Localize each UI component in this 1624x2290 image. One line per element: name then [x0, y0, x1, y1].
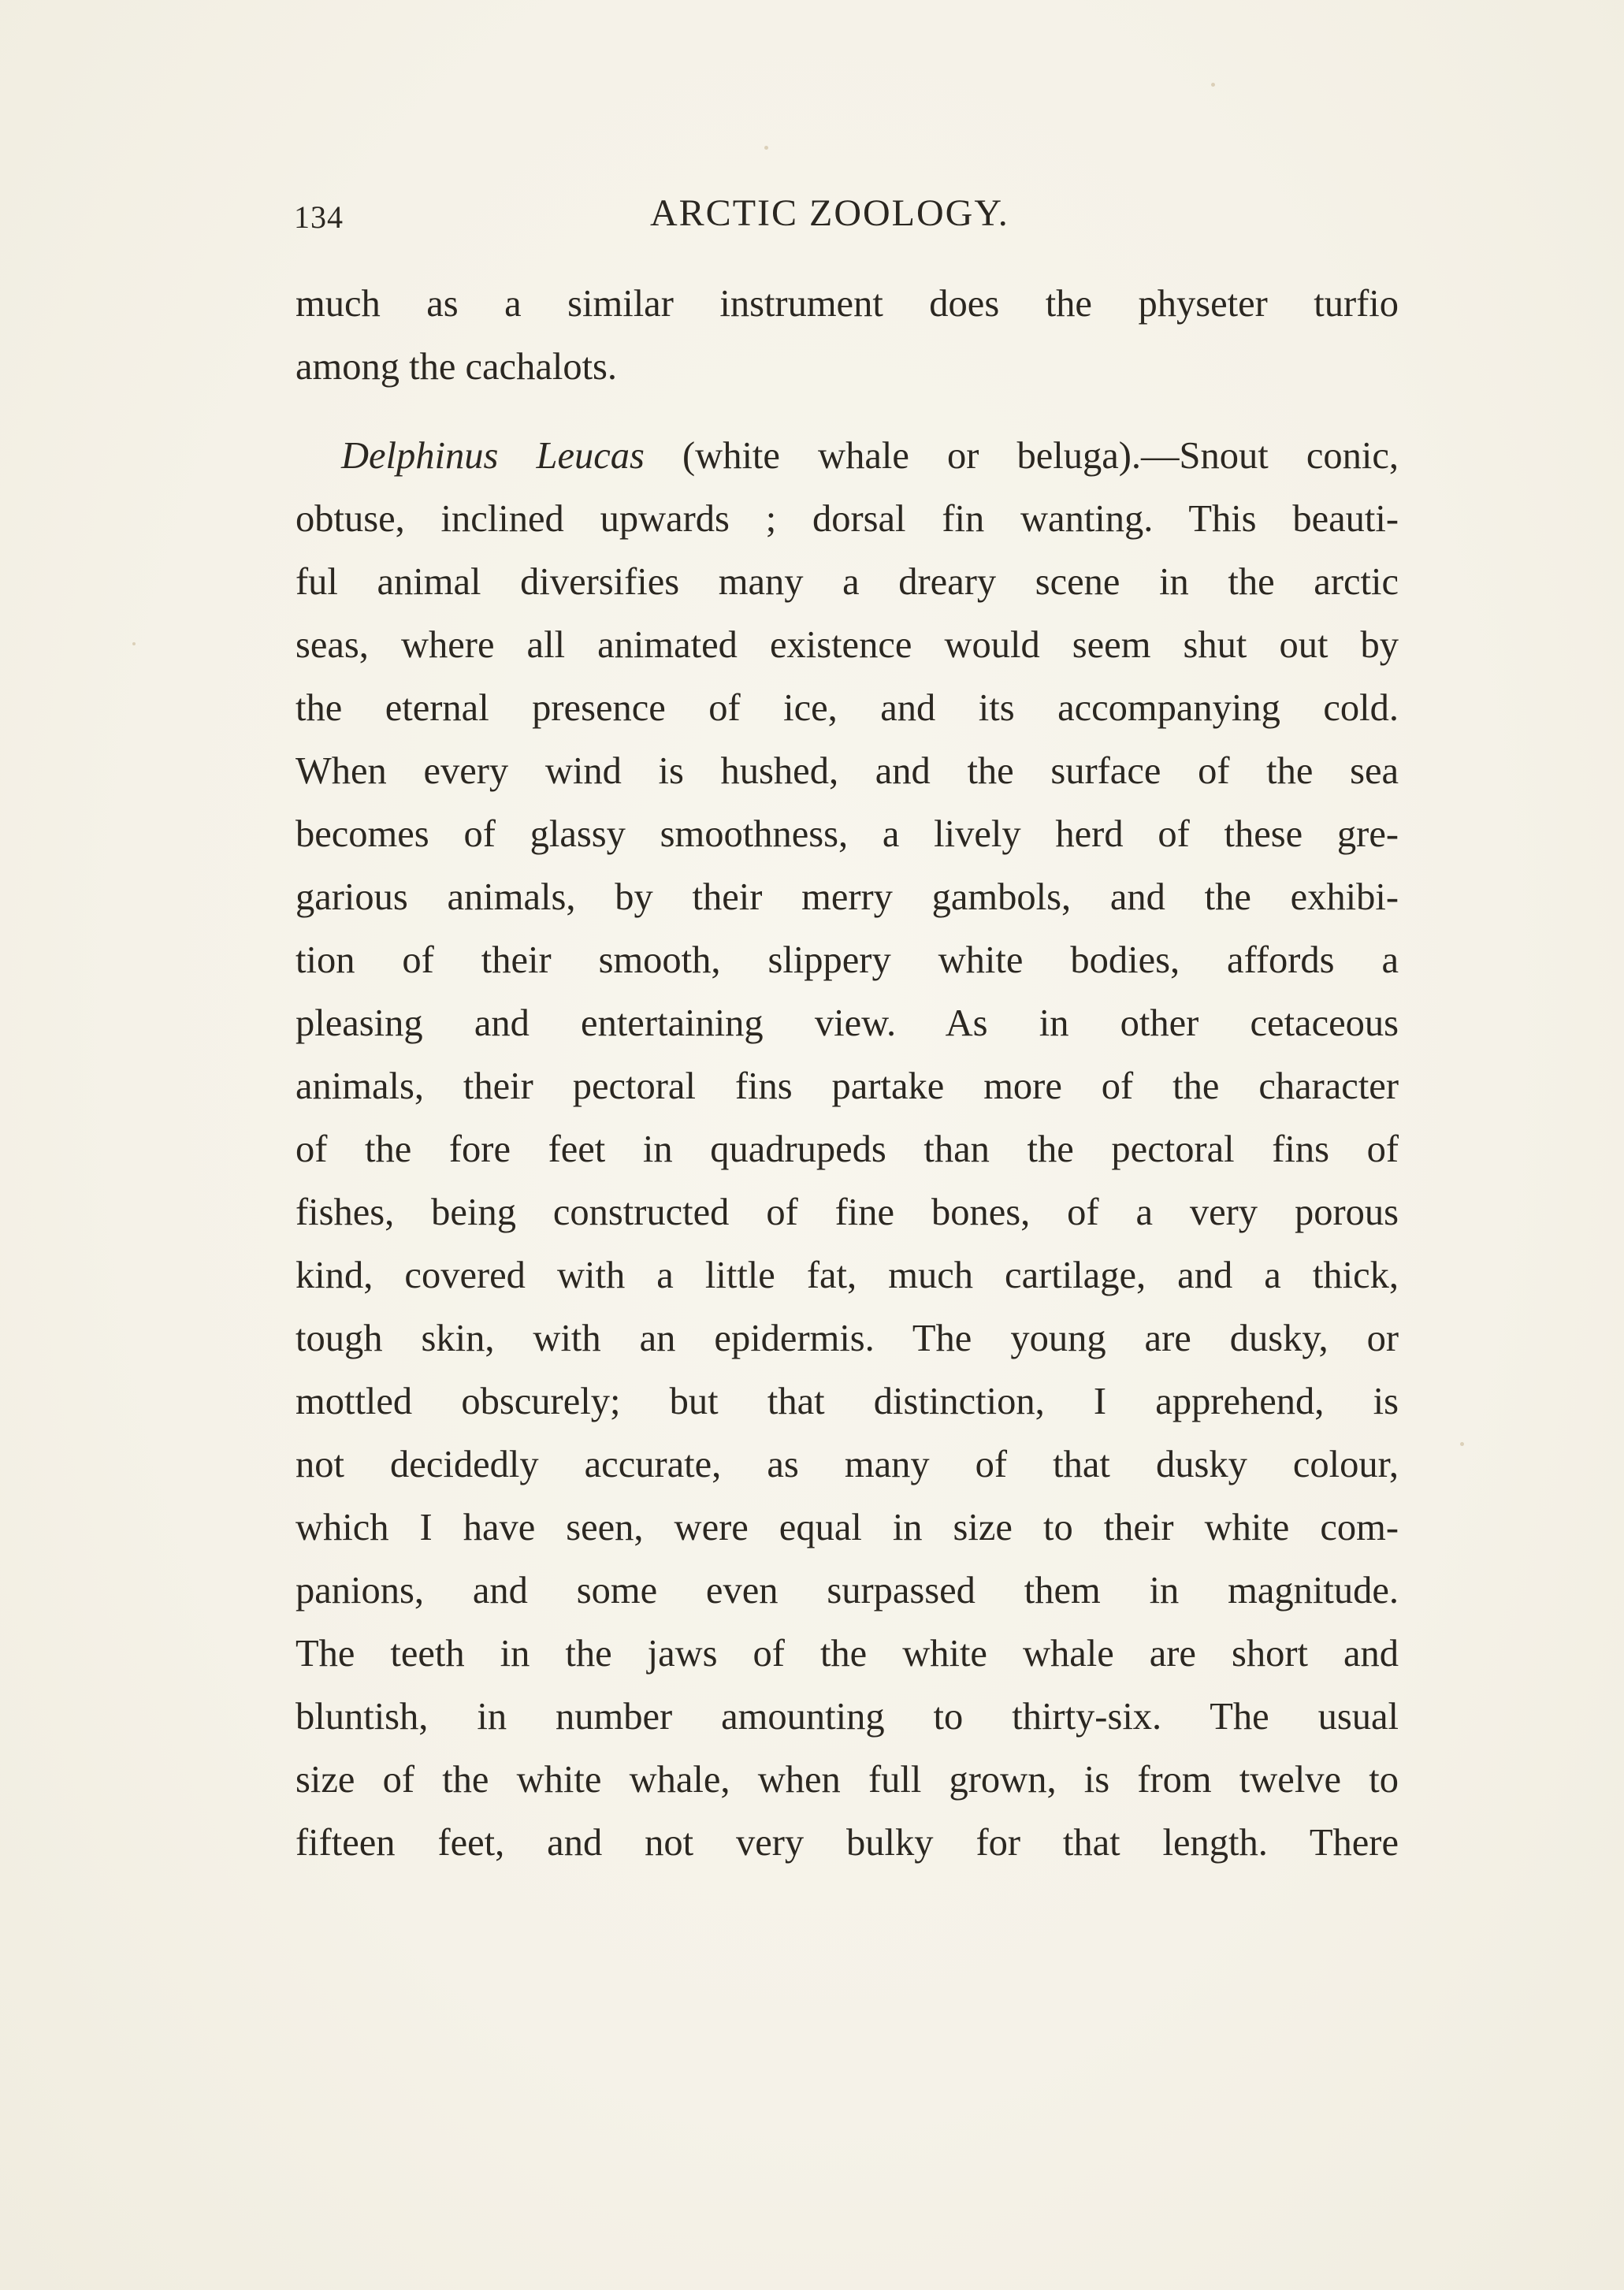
paper-speck — [764, 146, 768, 150]
text-line: which I have seen, were equal in size to their white com- — [295, 1507, 1399, 1548]
page-header — [294, 188, 1397, 243]
text-line: size of the white whale, when full grown, is from twelve to — [295, 1759, 1399, 1801]
text-line-rest: (white whale or beluga).—Snout conic, — [644, 435, 1399, 477]
text-line: animals, their pectoral fins partake more of the character — [295, 1065, 1399, 1107]
text-line: not decidedly accurate, as many of that dusky colour, — [295, 1444, 1399, 1485]
text-line — [295, 425, 1399, 488]
text-line: When every wind is hushed, and the surface of the sea — [295, 750, 1399, 792]
text-line: becomes of glassy smoothness, a lively herd of these gre- — [295, 813, 1399, 855]
paper-speck — [1211, 83, 1215, 87]
text-line: much as a similar instrument does the physeter turfio — [295, 283, 1399, 325]
text-line: bluntish, in number amounting to thirty-six. The usual — [295, 1696, 1399, 1738]
text-line: among the cachalots. — [295, 346, 618, 388]
text-line: mottled obscurely; but that distinction, I apprehend, is — [295, 1381, 1399, 1422]
text-line: obtuse, inclined upwards ; dorsal fin wanting. This beauti- — [295, 498, 1399, 540]
text-line: The teeth in the jaws of the white whale are short and — [295, 1633, 1399, 1675]
text-line: kind, covered with a little fat, much cartilage, and a thick, — [295, 1255, 1399, 1296]
text-line: tion of their smooth, slippery white bodies, affords a — [295, 939, 1399, 981]
text-line: the eternal presence of ice, and its accompanying cold. — [295, 687, 1399, 729]
text-line: fishes, being constructed of fine bones, of a very porous — [295, 1191, 1399, 1233]
running-head: ARCTIC ZOOLOGY. — [650, 192, 1009, 234]
body-text — [295, 273, 1399, 1875]
species-name: Delphinus Leucas — [341, 435, 645, 477]
text-line: fifteen feet, and not very bulky for that length. There — [295, 1822, 1399, 1864]
page-number: 134 — [294, 199, 344, 235]
text-line: seas, where all animated existence would seem shut out by — [295, 624, 1399, 666]
text-line: garious animals, by their merry gambols, and the exhibi- — [295, 876, 1399, 918]
text-line: panions, and some even surpassed them in magnitude. — [295, 1570, 1399, 1612]
paragraph-2 — [295, 425, 1399, 1875]
text-line: of the fore feet in quadrupeds than the pectoral fins of — [295, 1128, 1399, 1170]
text-line: tough skin, with an epidermis. The young are dusky, or — [295, 1318, 1399, 1359]
text-line: ful animal diversifies many a dreary scene in the arctic — [295, 561, 1399, 603]
paragraph-1 — [295, 273, 1399, 399]
paper-speck — [1460, 1442, 1464, 1446]
paper-speck — [132, 642, 136, 645]
text-line: pleasing and entertaining view. As in other cetaceous — [295, 1002, 1399, 1044]
